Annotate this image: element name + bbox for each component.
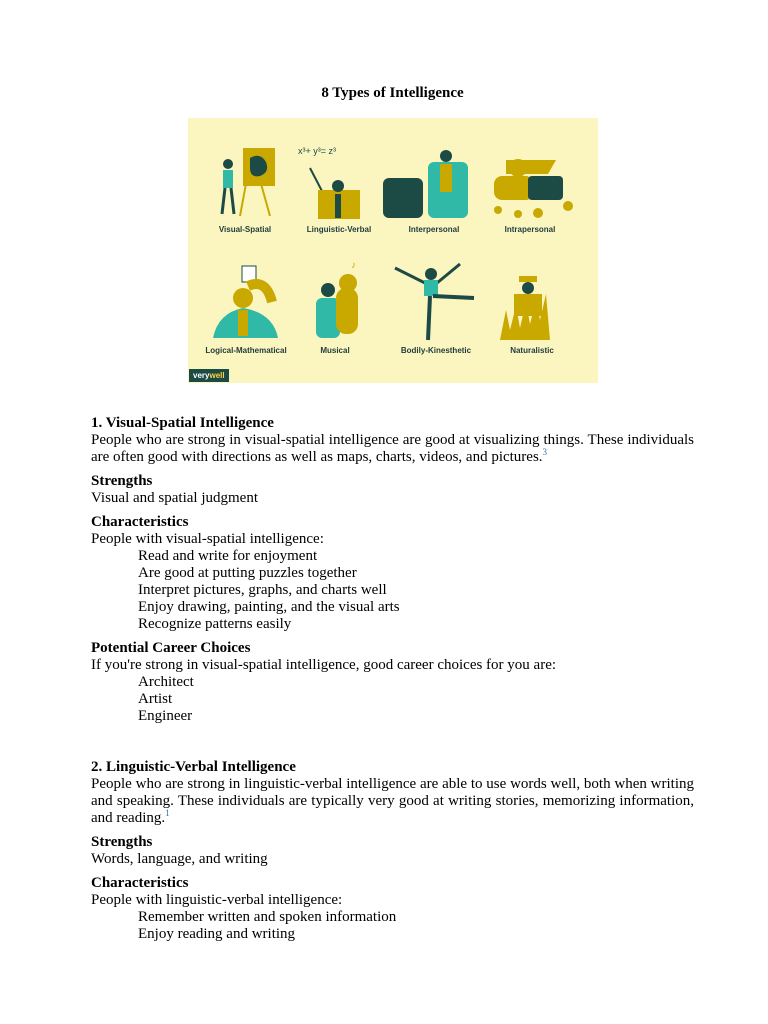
list-item: Read and write for enjoyment — [138, 548, 318, 564]
citation-link[interactable]: 1 — [165, 808, 170, 818]
list-item: Interpret pictures, graphs, and charts well — [138, 582, 387, 598]
intelligence-infographic — [188, 118, 598, 383]
section-intro — [91, 432, 694, 466]
formula-text: x³+ y³= z³ — [298, 146, 337, 156]
list-item: Remember written and spoken information — [138, 909, 397, 925]
strengths-text: Visual and spatial judgment — [91, 490, 258, 506]
section-heading: 2. Linguistic-Verbal Intelligence — [91, 759, 296, 775]
musical-illustration — [316, 260, 358, 338]
characteristics-intro: People with linguistic-verbal intelligence: — [91, 892, 343, 908]
characteristics-intro: People with visual-spatial intelligence: — [91, 531, 324, 547]
list-item: Architect — [138, 674, 194, 690]
careers-list — [91, 674, 694, 725]
strengths-heading: Strengths — [91, 834, 153, 850]
document-body — [91, 415, 694, 943]
infographic-illustrations — [188, 118, 598, 383]
naturalistic-illustration — [500, 276, 550, 340]
strengths-text: Words, language, and writing — [91, 851, 268, 867]
list-item: Recognize patterns easily — [138, 616, 292, 632]
caption-visual-spatial: Visual-Spatial — [218, 225, 272, 234]
caption-musical: Musical — [320, 346, 350, 355]
characteristics-list — [91, 909, 694, 943]
intro-text: People who are strong in linguistic-verbal intelligence are able to use words well, both when writing and speaking. These individuals are typically very good at writing stories, memorizing information, and reading. — [91, 776, 694, 826]
intro-text: People who are strong in visual-spatial intelligence are good at visualizing things. These individuals are often good with directions as well as maps, charts, videos, and pictures. — [91, 432, 694, 465]
caption-interpersonal: Interpersonal — [408, 225, 460, 234]
list-item: Enjoy drawing, painting, and the visual arts — [138, 599, 400, 615]
page-title: 8 Types of Intelligence — [321, 85, 464, 101]
list-item: Artist — [138, 691, 173, 707]
strengths-heading: Strengths — [91, 473, 153, 489]
careers-heading: Potential Career Choices — [91, 640, 251, 656]
logical-mathematical-illustration — [213, 266, 278, 338]
linguistic-verbal-illustration — [298, 146, 360, 219]
verywell-logo — [189, 369, 229, 382]
caption-linguistic-verbal: Linguistic-Verbal — [306, 225, 372, 234]
caption-naturalistic: Naturalistic — [510, 346, 554, 355]
careers-intro: If you're strong in visual-spatial intelligence, good career choices for you are: — [91, 657, 557, 673]
visual-spatial-illustration — [222, 148, 275, 216]
list-item: Engineer — [138, 708, 193, 724]
caption-intrapersonal: Intrapersonal — [504, 225, 556, 234]
characteristics-heading: Characteristics — [91, 514, 189, 530]
section-heading: 1. Visual-Spatial Intelligence — [91, 415, 274, 431]
characteristics-list — [91, 548, 694, 633]
bodily-kinesthetic-illustration — [395, 264, 474, 340]
characteristics-heading: Characteristics — [91, 875, 189, 891]
list-item: Enjoy reading and writing — [138, 926, 296, 942]
caption-logical-mathematical: Logical-Mathematical — [205, 346, 287, 355]
svg-text:♪: ♪ — [351, 260, 356, 271]
brand-well-text: well — [209, 371, 225, 380]
interpersonal-illustration — [383, 150, 468, 218]
section-intro — [91, 776, 694, 827]
citation-link[interactable]: 3 — [542, 447, 548, 457]
brand-very-text: very — [193, 371, 210, 380]
caption-bodily-kinesthetic: Bodily-Kinesthetic — [400, 346, 472, 355]
list-item: Are good at putting puzzles together — [138, 565, 357, 581]
intrapersonal-illustration — [494, 159, 573, 218]
